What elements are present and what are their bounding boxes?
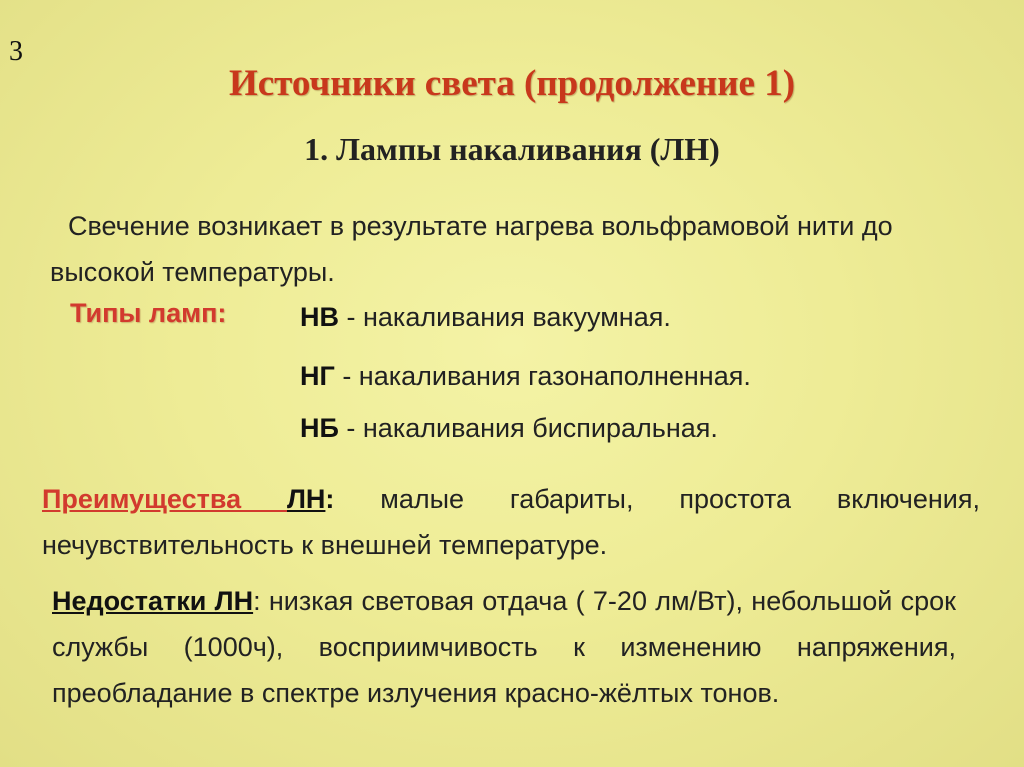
lamp-type-desc: - накаливания газонаполненная. xyxy=(334,361,751,391)
disadvantages-paragraph xyxy=(52,578,956,716)
lamp-type-code: НВ xyxy=(300,302,339,332)
advantages-label: Преимущества xyxy=(42,484,287,514)
intro-paragraph: Свечение возникает в результате нагрева вольфрамовой нити до высокой температуры. xyxy=(50,211,893,287)
lamp-type-desc: - накаливания биспиральная. xyxy=(338,413,718,443)
lamp-type-item xyxy=(300,361,751,392)
slide-title: Источники света (продолжение 1) xyxy=(228,63,796,104)
lamp-type-item xyxy=(300,302,671,333)
lamp-type-code: НГ xyxy=(300,361,335,391)
advantages-paragraph xyxy=(42,476,980,568)
slide-number: 3 xyxy=(9,36,23,67)
lamp-type-desc: - накаливания вакуумная. xyxy=(339,302,671,332)
slide-subtitle: 1. Лампы накаливания (ЛН) xyxy=(304,131,720,167)
disadvantages-colon: : xyxy=(253,586,261,616)
lamp-types-label: Типы ламп: xyxy=(70,298,227,328)
disadvantages-label: Недостатки ЛН xyxy=(52,586,254,616)
disadvantages-text: низкая световая отдача ( 7-20 лм/Вт), небольшой срок службы (1000ч), восприимчивость к изменению напряжения, преобладание в спектре излучения красно-жёлтых тонов. xyxy=(52,586,956,708)
lamp-type-item xyxy=(300,413,718,444)
lamp-type-code: НБ xyxy=(300,413,339,443)
advantages-label-ln: ЛН xyxy=(286,484,326,514)
advantages-colon: : xyxy=(325,484,335,514)
advantages-text: малые габариты, простота включения, нечувствительность к внешней температуре. xyxy=(42,484,980,560)
